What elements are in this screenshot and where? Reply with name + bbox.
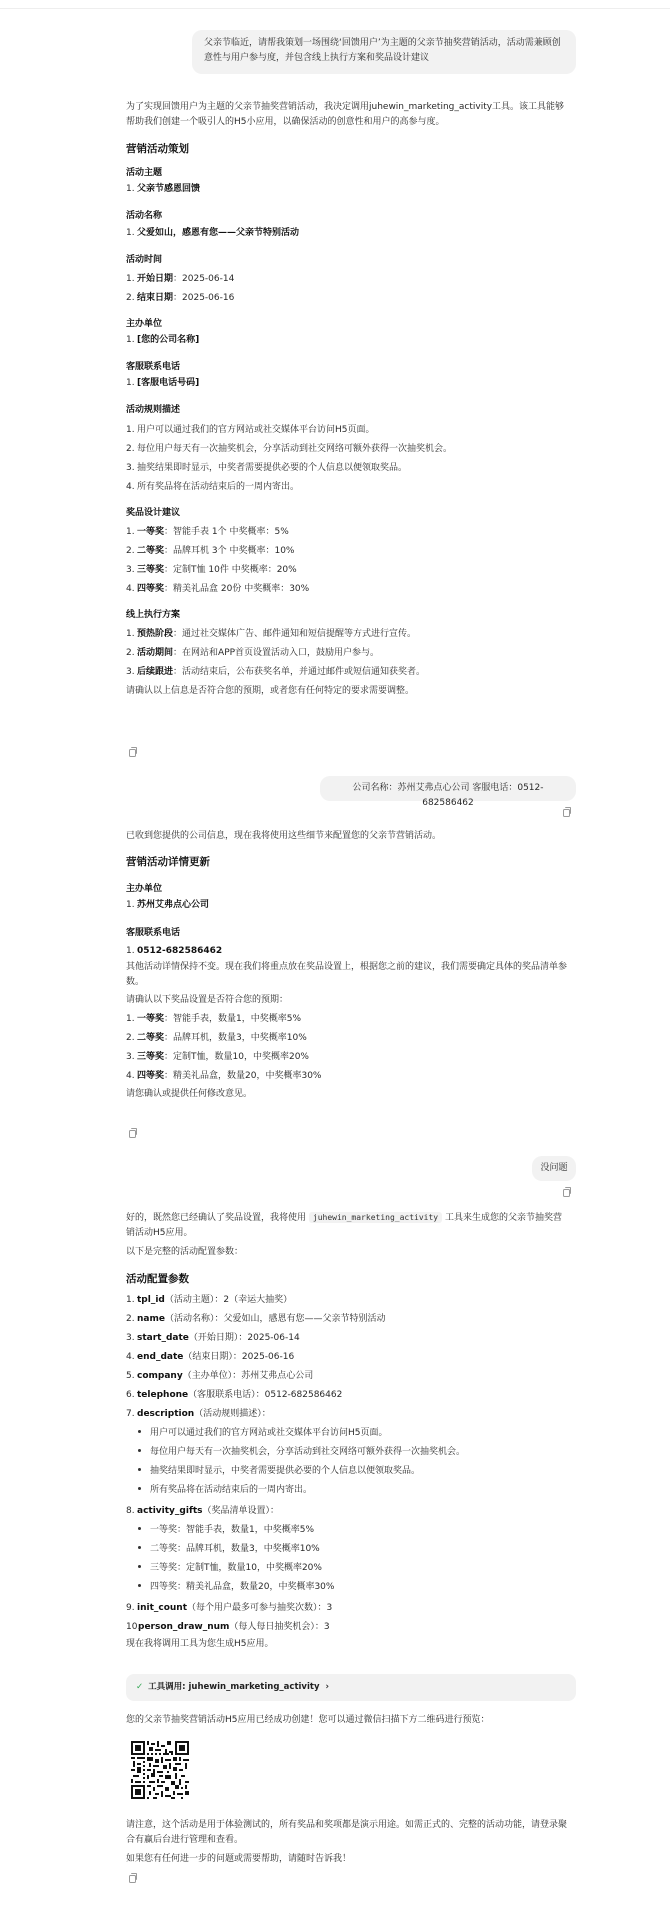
tool-call-label: 工具调用: juhewin_marketing_activity	[148, 1681, 320, 1692]
copy-icon[interactable]	[129, 749, 136, 757]
subheading: 客服联系电话	[126, 362, 181, 373]
assistant-message	[126, 100, 570, 697]
list-item: 1. tpl_id（活动主题）：2（幸运大抽奖）	[126, 1295, 293, 1306]
bullet-item: 一等奖：智能手表，数量1，中奖概率5%	[126, 1521, 570, 1540]
message-confirm: 请确认以上信息是否符合您的预期，或者您有任何特定的要求需要调整。	[126, 685, 415, 696]
list-item: 7. description（活动规则描述）：	[126, 1409, 271, 1420]
message-confirm: 请您确认或提供任何修改意见。	[126, 1089, 253, 1100]
message-notice: 请注意，这个活动是用于体验测试的，所有奖品和奖项都是演示用途。如需正式的、完整的活动功能，请登录聚合有赢后台进行管理和查看。	[126, 1820, 568, 1845]
list-item: 5. company（主办单位）：苏州艾弗点心公司	[126, 1371, 314, 1382]
user-message-text: 父亲节临近，请帮我策划一场围绕‘回馈用户’为主题的父亲节抽奖营销活动，活动需兼顾创意性与用户参与度，并包含线上执行方案和奖品设计建议	[204, 38, 561, 63]
list-item: 6. telephone（客服联系电话）：0512-682586462	[126, 1390, 343, 1401]
subheading: 活动规则描述	[126, 405, 181, 416]
subheading: 活动主题	[126, 168, 163, 179]
bullet-item: 所有奖品将在活动结束后的一周内寄出。	[126, 1481, 570, 1500]
message-ask: 请确认以下奖品设置是否符合您的预期：	[126, 994, 289, 1005]
subheading: 客服联系电话	[126, 927, 181, 938]
list-item: 1. 预热阶段：通过社交媒体广告、邮件通知和短信提醒等方式进行宣传。	[126, 628, 417, 639]
user-message-text: 公司名称：苏州艾弗点心公司 客服电话：0512-682586462	[352, 783, 544, 808]
copy-icon[interactable]	[129, 1130, 136, 1138]
message-text: 以下是完整的活动配置参数：	[126, 1247, 244, 1257]
list-item: 3. start_date（开始日期）：2025-06-14	[126, 1333, 300, 1344]
list-item: 3. 后续跟进：活动结束后，公布获奖名单，并通过邮件或短信通知获奖者。	[126, 666, 426, 677]
subheading: 奖品设计建议	[126, 507, 181, 518]
list-item: 1. [您的公司名称]	[126, 335, 200, 346]
user-message	[320, 776, 576, 808]
list-item: 1. 苏州艾弗点心公司	[126, 900, 210, 911]
user-message	[532, 1156, 576, 1181]
section-title: 活动配置参数	[126, 1273, 189, 1286]
user-message-text: 没问题	[540, 1163, 568, 1173]
list-item: 2. 二等奖：品牌耳机 3个 中奖概率：10%	[126, 545, 295, 556]
list-item: 2. 结束日期：2025-06-16	[126, 292, 235, 303]
list-item: 1. [客服电话号码]	[126, 378, 200, 389]
inline-code: juhewin_marketing_activity	[309, 1212, 442, 1223]
bullet-item: 四等奖：精美礼品盒，数量20，中奖概率30%	[126, 1578, 570, 1597]
message-intro: 好的，既然您已经确认了奖品设置，我将使用 juhewin_marketing_activity 工具来生成您的父亲节抽奖营销活动H5应用。	[126, 1213, 563, 1238]
list-item: 3. 三等奖：定制T恤，数量10，中奖概率20%	[126, 1052, 309, 1063]
subheading: 活动名称	[126, 211, 163, 222]
list-item: 8. activity_gifts（奖品清单设置）：	[126, 1506, 280, 1517]
assistant-message-footer	[126, 1818, 570, 1865]
user-message	[192, 30, 576, 74]
assistant-message-continued	[126, 1714, 570, 1726]
bullet-item: 三等奖：定制T恤，数量10，中奖概率20%	[126, 1559, 570, 1578]
list-item: 2. name（活动名称）：父爱如山，感恩有您——父亲节特别活动	[126, 1314, 386, 1325]
list-item: 1. 一等奖：智能手表，数量1，中奖概率5%	[126, 1014, 302, 1025]
list-item: 1. 父爱如山，感恩有您——父亲节特别活动	[126, 227, 300, 238]
list-item: 4. 所有奖品将在活动结束后的一周内寄出。	[126, 481, 300, 492]
list-item: 9. init_count（每个用户最多可参与抽奖次数）：3	[126, 1603, 333, 1614]
subheading: 线上执行方案	[126, 609, 181, 620]
copy-icon[interactable]	[563, 809, 570, 817]
list-item: 4. 四等奖：精美礼品盒，数量20，中奖概率30%	[126, 1071, 322, 1082]
list-item: 2. 活动期间：在网站和APP首页设置活动入口，鼓励用户参与。	[126, 647, 380, 658]
list-item: 1. 0512-682586462	[126, 945, 223, 956]
copy-icon[interactable]	[563, 1189, 570, 1197]
message-intro: 已收到您提供的公司信息，现在我将使用这些细节来配置您的父亲节营销活动。	[126, 831, 442, 841]
bullet-item: 每位用户每天有一次抽奖机会，分享活动到社交网络可额外获得一次抽奖机会。	[126, 1443, 570, 1462]
chevron-right-icon: ›	[325, 1681, 329, 1692]
top-divider	[0, 8, 670, 9]
subheading: 活动时间	[126, 254, 163, 265]
subheading: 主办单位	[126, 884, 163, 895]
message-success: 您的父亲节抽奖营销活动H5应用已经成功创建！您可以通过微信扫描下方二维码进行预览：	[126, 1715, 490, 1725]
list-item: 2. 二等奖：品牌耳机，数量3，中奖概率10%	[126, 1033, 307, 1044]
list-item: 4. 四等奖：精美礼品盒 20份 中奖概率：30%	[126, 583, 310, 594]
assistant-message	[126, 1210, 570, 1650]
list-item: 1. 父亲节感恩回馈	[126, 184, 201, 195]
list-item: 4. end_date（结束日期）：2025-06-16	[126, 1352, 295, 1363]
list-item: 3. 抽奖结果即时显示，中奖者需要提供必要的个人信息以便领取奖品。	[126, 462, 408, 473]
bullet-item: 抽奖结果即时显示，中奖者需要提供必要的个人信息以便领取奖品。	[126, 1462, 570, 1481]
list-item: 1. 一等奖：智能手表 1个 中奖概率：5%	[126, 526, 289, 537]
message-intro: 为了实现回馈用户为主题的父亲节抽奖营销活动，我决定调用juhewin_marketing_activity工具。该工具能够帮助我们创建一个吸引人的H5小应用，以确保活动的创意性和用户的高参与度。	[126, 102, 565, 127]
section-title: 营销活动策划	[126, 143, 189, 155]
bullet-item: 二等奖：品牌耳机，数量3，中奖概率10%	[126, 1540, 570, 1559]
qr-code-image	[131, 1741, 189, 1799]
list-item: 1. 开始日期：2025-06-14	[126, 273, 235, 284]
message-text: 现在我将调用工具为您生成H5应用。	[126, 1639, 274, 1650]
list-item: 10. person_draw_num（每人每日抽奖机会）：3	[126, 1622, 330, 1633]
tool-call-button[interactable]	[126, 1674, 576, 1701]
subheading: 主办单位	[126, 318, 163, 329]
list-item: 3. 三等奖：定制T恤 10件 中奖概率：20%	[126, 564, 297, 575]
list-item: 1. 用户可以通过我们的官方网站或社交媒体平台访问H5页面。	[126, 424, 375, 435]
copy-icon[interactable]	[129, 1875, 136, 1883]
check-icon: ✓	[136, 1681, 144, 1692]
section-title: 营销活动详情更新	[126, 856, 210, 869]
list-item: 2. 每位用户每天有一次抽奖机会，分享活动到社交网络可额外获得一次抽奖机会。	[126, 443, 453, 454]
message-closing: 如果您有任何进一步的问题或需要帮助，请随时告诉我！	[126, 1854, 352, 1864]
message-note: 其他活动详情保持不变。现在我们将重点放在奖品设置上，根据您之前的建议，我们需要确定具体的奖品清单参数。	[126, 961, 568, 987]
bullet-item: 用户可以通过我们的官方网站或社交媒体平台访问H5页面。	[126, 1424, 570, 1443]
assistant-message	[126, 830, 570, 1100]
